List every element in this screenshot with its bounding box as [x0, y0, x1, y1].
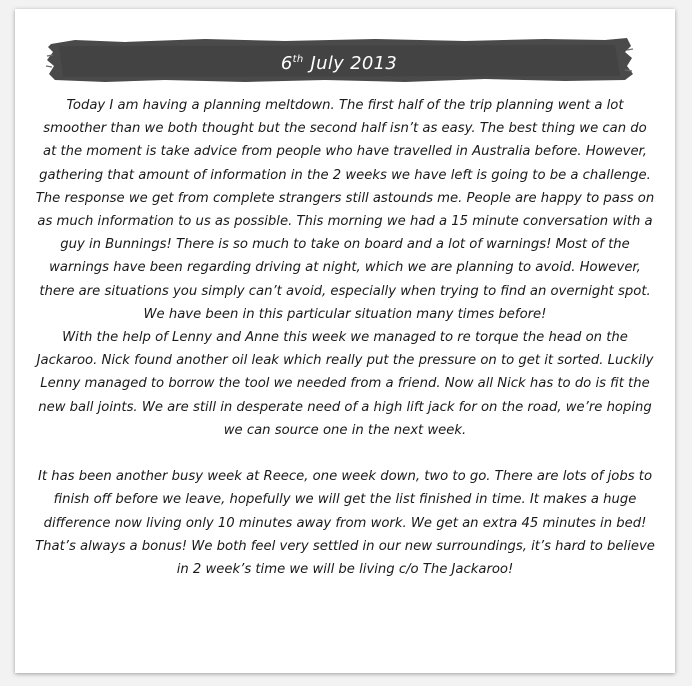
date-day: 6	[280, 53, 293, 74]
paragraph-work: It has been another busy week at Reece, one week down, two to go. There are lots of jobs to finish off before we leave, hopefully we will get the list finished in time. It makes a huge difference now living only 10 minutes away from work. We get an extra 45 minutes in bed! That’s always a bonus! We both feel very settled in our new surroundings, it’s hard to believe in 2 week’s time we will be living c/o The Jackaroo!	[35, 469, 655, 578]
paragraph-planning: Today I am having a planning meltdown. The first half of the trip planning went a lot smoother than we both thought but the second half isn’t as easy. The best thing we can do at the moment is take advice from people who have travelled in Australia before. However, gathering that amount of information in the 2 weeks we have left is going to be a challenge. The response we get from complete strangers still astounds me. People are happy to pass on as much information to us as possible. This morning we had a 15 minute conversation with a guy in Bunnings! There is so much to take on board and a lot of warnings! Most of the warnings have been regarding driving at night, which we are planning to avoid. However, there are situations you simply can’t avoid, especially when trying to find an overnight spot. We have been in this particular situation many times before!	[35, 98, 655, 322]
entry-date	[45, 36, 633, 84]
journal-card	[15, 9, 675, 673]
date-month-year: July 2013	[310, 53, 398, 74]
journal-entry	[35, 94, 655, 581]
date-banner	[45, 36, 633, 84]
paragraph-jackaroo: With the help of Lenny and Anne this week we managed to re torque the head on the Jackaroo. Nick found another oil leak which really put the pressure on to get it sorted. Luckily Lenny managed to borrow the tool we needed from a friend. Now all Nick has to do is fit the new ball joints. We are still in desperate need of a high lift jack for on the road, we’re hoping we can source one in the next week.	[36, 330, 654, 438]
paragraph-spacer	[35, 442, 655, 465]
date-day-suffix: th	[292, 54, 304, 65]
